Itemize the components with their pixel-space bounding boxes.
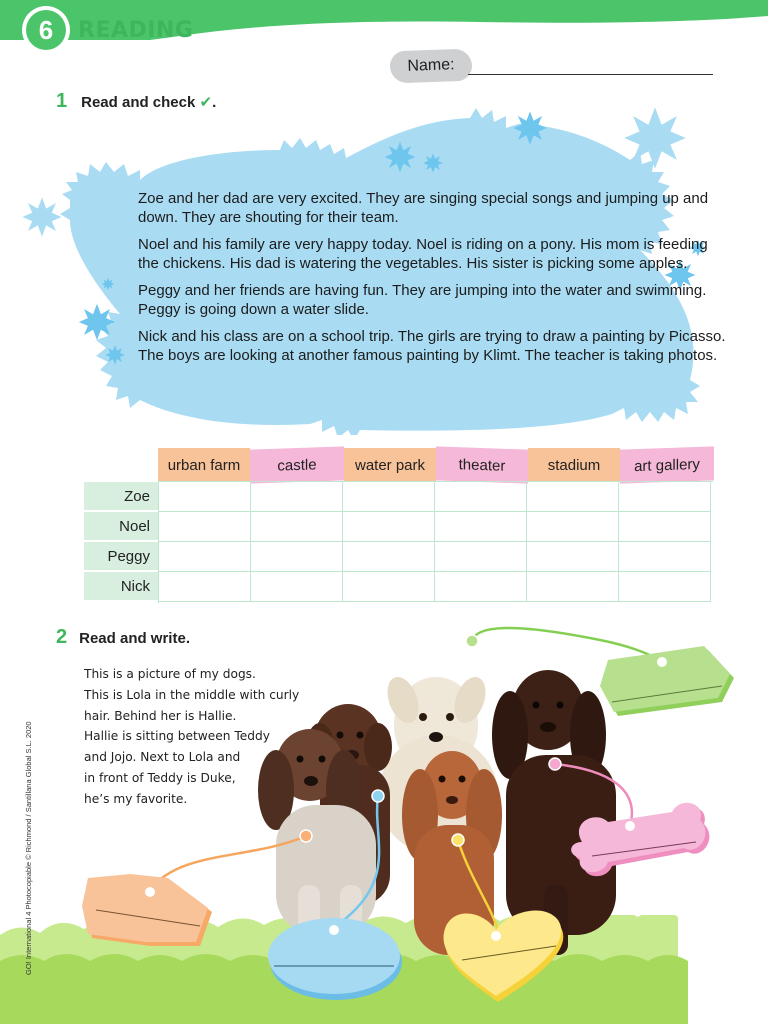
section-title: READING	[78, 18, 194, 43]
column-header-art-gallery: art gallery	[620, 446, 714, 483]
row-label-nick: Nick	[84, 572, 158, 600]
table-cell[interactable]	[343, 482, 435, 512]
reading-passage	[138, 190, 728, 374]
column-header-theater: theater	[436, 446, 528, 483]
column-header-stadium: stadium	[528, 448, 620, 482]
yellow-name-tag[interactable]	[444, 911, 564, 1002]
row-label-zoe: Zoe	[84, 482, 158, 510]
check-table-grid	[158, 481, 713, 603]
copyright-credit: GO! International 4 Photocopiable © Richmond / Santillana Global S.L. 2020	[24, 721, 33, 975]
passage-paragraph-peggy: Peggy and her friends are having fun. They are jumping into the water and swimming. Peggy is going down a water slide.	[138, 282, 707, 318]
table-cell[interactable]	[159, 572, 251, 602]
table-cell[interactable]	[619, 482, 711, 512]
table-cell[interactable]	[343, 572, 435, 602]
exercise-2-number: 2	[56, 626, 68, 648]
table-cell[interactable]	[159, 542, 251, 572]
passage-paragraph-nick: Nick and his class are on a school trip. The girls are trying to draw a painting by Picasso. The boys are looking at another famous painting by Klimt. The teacher is taking photos.	[138, 328, 726, 364]
table-cell[interactable]	[159, 482, 251, 512]
table-cell[interactable]	[435, 482, 527, 512]
story-line: in front of Teddy is Duke,	[84, 770, 236, 785]
table-cell[interactable]	[527, 512, 619, 542]
passage-paragraph-noel: Noel and his family are very happy today. Noel is riding on a pony. His mom is feeding the chickens. His dad is watering the vegetables. His sister is picking some apples.	[138, 236, 708, 272]
green-name-tag[interactable]	[600, 646, 734, 716]
table-cell[interactable]	[435, 542, 527, 572]
name-tags	[0, 620, 768, 1024]
table-cell[interactable]	[619, 512, 711, 542]
table-cell[interactable]	[619, 542, 711, 572]
table-cell[interactable]	[251, 542, 343, 572]
row-label-noel: Noel	[84, 512, 158, 540]
table-cell[interactable]	[251, 572, 343, 602]
orange-name-tag[interactable]	[82, 874, 212, 946]
table-cell[interactable]	[527, 542, 619, 572]
table-cell[interactable]	[435, 572, 527, 602]
table-cell[interactable]	[435, 512, 527, 542]
column-header-urban-farm: urban farm	[158, 448, 250, 482]
exercise-1-instruction: Read and check ✔.	[81, 94, 217, 111]
blue-name-tag[interactable]	[268, 918, 402, 1000]
check-mark-icon: ✔	[199, 94, 213, 111]
name-answer-line[interactable]	[468, 74, 713, 75]
exercise-2-instruction: Read and write.	[79, 630, 190, 647]
story-line: he’s my favorite.	[84, 791, 188, 806]
table-cell[interactable]	[159, 512, 251, 542]
table-cell[interactable]	[527, 572, 619, 602]
name-label: Name:	[389, 49, 472, 84]
story-line: This is Lola in the middle with curly	[84, 687, 300, 702]
table-cell[interactable]	[251, 482, 343, 512]
unit-number: 6	[26, 10, 66, 50]
story-line: This is a picture of my dogs.	[84, 667, 256, 681]
story-line: and Jojo. Next to Lola and	[84, 750, 241, 765]
column-header-water-park: water park	[344, 448, 436, 482]
column-header-castle: castle	[250, 446, 344, 483]
passage-paragraph-zoe: Zoe and her dad are very excited. They are singing special songs and jumping up and down. They are shouting for their team.	[138, 190, 709, 226]
story-line: Hallie is sitting between Teddy	[84, 729, 270, 744]
story-line: hair. Behind her is Hallie.	[84, 708, 237, 723]
table-cell[interactable]	[527, 482, 619, 512]
pink-name-tag[interactable]	[571, 803, 709, 876]
table-cell[interactable]	[251, 512, 343, 542]
table-cell[interactable]	[343, 512, 435, 542]
row-label-peggy: Peggy	[84, 542, 158, 570]
exercise-1-number: 1	[56, 90, 68, 112]
table-cell[interactable]	[343, 542, 435, 572]
table-cell[interactable]	[619, 572, 711, 602]
